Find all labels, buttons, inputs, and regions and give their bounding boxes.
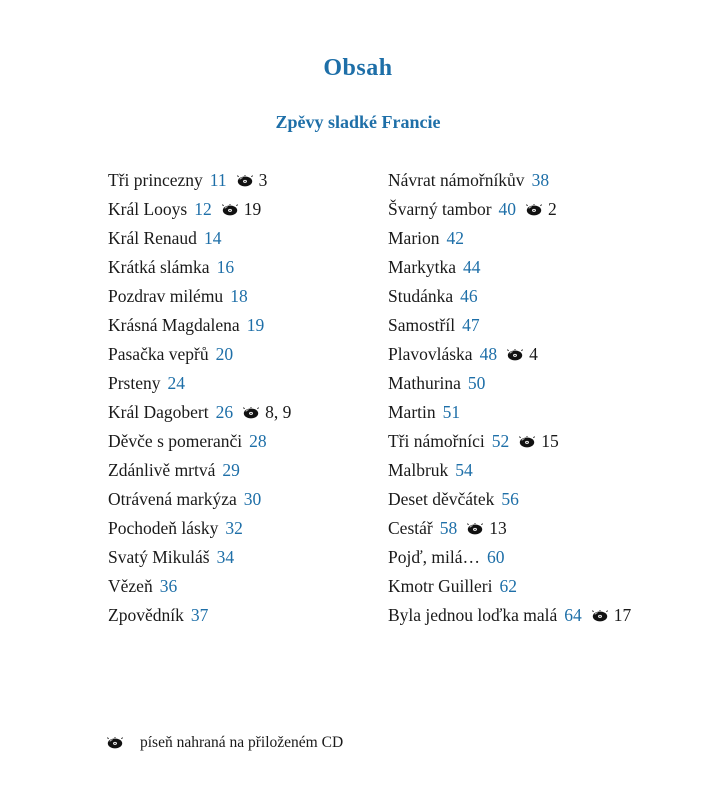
entry-title: Krátká slámka bbox=[108, 257, 210, 277]
section-heading: Zpěvy sladké Francie bbox=[275, 112, 441, 132]
toc-column-right bbox=[388, 166, 676, 630]
toc-entry-left-10 bbox=[108, 456, 388, 485]
cd-icon bbox=[466, 523, 484, 535]
toc-entry-right-4 bbox=[388, 282, 676, 311]
toc-entry-right-5 bbox=[388, 311, 676, 340]
toc-entry-left-3 bbox=[108, 253, 388, 282]
entry-page-number: 34 bbox=[216, 547, 235, 567]
entry-page-number: 44 bbox=[463, 257, 481, 277]
entry-title: Prsteny bbox=[108, 373, 161, 393]
cd-icon bbox=[518, 436, 536, 448]
entry-title: Samostříl bbox=[388, 315, 456, 335]
entry-title: Pozdrav milému bbox=[108, 286, 224, 306]
toc-entry-right-7 bbox=[388, 369, 676, 398]
entry-page-number: 48 bbox=[479, 344, 498, 364]
toc-entry-left-5 bbox=[108, 311, 388, 340]
entry-cd-track: 15 bbox=[541, 431, 559, 451]
toc-entry-right-0 bbox=[388, 166, 676, 195]
entry-page-number: 28 bbox=[249, 431, 267, 451]
entry-title: Otrávená markýza bbox=[108, 489, 237, 509]
entry-page-number: 56 bbox=[501, 489, 519, 509]
entry-page-number: 40 bbox=[498, 199, 517, 219]
toc-entry-right-3 bbox=[388, 253, 676, 282]
cd-icon bbox=[525, 204, 543, 216]
toc-entry-right-11 bbox=[388, 485, 676, 514]
entry-title: Pochodeň lásky bbox=[108, 518, 219, 538]
entry-page-number: 12 bbox=[194, 199, 212, 219]
entry-title: Plavovláska bbox=[388, 344, 473, 364]
entry-title: Pojď, milá… bbox=[388, 547, 481, 567]
toc-entry-left-2 bbox=[108, 224, 388, 253]
toc-entry-left-0 bbox=[108, 166, 388, 195]
entry-page-number: 46 bbox=[460, 286, 478, 306]
toc-entry-right-13 bbox=[388, 543, 676, 572]
entry-page-number: 58 bbox=[439, 518, 458, 538]
entry-page-number: 16 bbox=[216, 257, 235, 277]
entry-page-number: 54 bbox=[455, 460, 473, 480]
entry-title: Král Looys bbox=[108, 199, 188, 219]
cd-icon bbox=[506, 349, 524, 361]
toc-entry-right-12 bbox=[388, 514, 676, 543]
entry-title: Markytka bbox=[388, 257, 457, 277]
page-title: Obsah bbox=[323, 55, 393, 81]
entry-title: Cestář bbox=[388, 518, 433, 538]
toc-entry-right-9 bbox=[388, 427, 676, 456]
toc-entry-left-15 bbox=[108, 601, 388, 630]
entry-page-number: 18 bbox=[230, 286, 248, 306]
cd-legend bbox=[106, 734, 343, 752]
entry-title: Návrat námořníkův bbox=[388, 170, 525, 190]
entry-cd-track: 8, 9 bbox=[265, 402, 292, 422]
entry-title: Tři princezny bbox=[108, 170, 203, 190]
entry-page-number: 26 bbox=[215, 402, 234, 422]
entry-title: Král Dagobert bbox=[108, 402, 209, 422]
entry-page-number: 51 bbox=[442, 402, 461, 422]
entry-title: Tři námořníci bbox=[388, 431, 485, 451]
entry-page-number: 19 bbox=[246, 315, 265, 335]
entry-title: Malbruk bbox=[388, 460, 449, 480]
entry-page-number: 30 bbox=[243, 489, 262, 509]
entry-cd-track: 4 bbox=[529, 344, 538, 364]
toc-column-left bbox=[108, 166, 388, 630]
toc-columns bbox=[0, 166, 716, 630]
entry-title: Svatý Mikuláš bbox=[108, 547, 210, 567]
entry-page-number: 50 bbox=[467, 373, 486, 393]
toc-entry-left-9 bbox=[108, 427, 388, 456]
entry-cd-track: 13 bbox=[489, 518, 507, 538]
entry-title: Marion bbox=[388, 228, 440, 248]
entry-cd-track: 17 bbox=[613, 605, 632, 625]
entry-page-number: 14 bbox=[203, 228, 222, 248]
entry-page-number: 24 bbox=[167, 373, 185, 393]
entry-title: Studánka bbox=[388, 286, 454, 306]
entry-page-number: 47 bbox=[462, 315, 480, 335]
cd-icon bbox=[106, 737, 124, 749]
entry-title: Král Renaud bbox=[108, 228, 197, 248]
entry-page-number: 20 bbox=[215, 344, 234, 364]
entry-cd-track: 19 bbox=[243, 199, 262, 219]
entry-title: Martin bbox=[388, 402, 436, 422]
toc-entry-left-14 bbox=[108, 572, 388, 601]
cd-icon bbox=[236, 175, 254, 187]
toc-entry-right-1 bbox=[388, 195, 676, 224]
cd-icon bbox=[221, 204, 239, 216]
cd-icon bbox=[242, 407, 260, 419]
entry-page-number: 11 bbox=[209, 170, 227, 190]
entry-title: Krásná Magdalena bbox=[108, 315, 240, 335]
entry-title: Švarný tambor bbox=[388, 199, 492, 219]
cd-icon bbox=[591, 610, 609, 622]
entry-page-number: 60 bbox=[487, 547, 505, 567]
entry-title: Kmotr Guilleri bbox=[388, 576, 493, 596]
entry-title: Zdánlivě mrtvá bbox=[108, 460, 216, 480]
entry-page-number: 62 bbox=[499, 576, 517, 596]
entry-title: Mathurina bbox=[388, 373, 461, 393]
entry-title: Děvče s pomeranči bbox=[108, 431, 243, 451]
toc-entry-left-13 bbox=[108, 543, 388, 572]
toc-entry-left-12 bbox=[108, 514, 388, 543]
toc-entry-left-4 bbox=[108, 282, 388, 311]
toc-entry-left-8 bbox=[108, 398, 388, 427]
toc-entry-right-10 bbox=[388, 456, 676, 485]
toc-entry-left-1 bbox=[108, 195, 388, 224]
entry-cd-track: 3 bbox=[258, 170, 268, 190]
entry-page-number: 52 bbox=[491, 431, 510, 451]
toc-entry-left-6 bbox=[108, 340, 388, 369]
entry-page-number: 37 bbox=[190, 605, 209, 625]
toc-entry-right-8 bbox=[388, 398, 676, 427]
toc-entry-left-11 bbox=[108, 485, 388, 514]
entry-page-number: 64 bbox=[564, 605, 582, 625]
entry-cd-track: 2 bbox=[548, 199, 557, 219]
entry-title: Deset děvčátek bbox=[388, 489, 495, 509]
entry-page-number: 42 bbox=[446, 228, 465, 248]
toc-entry-right-6 bbox=[388, 340, 676, 369]
toc-entry-right-15 bbox=[388, 601, 676, 630]
entry-page-number: 38 bbox=[531, 170, 550, 190]
toc-entry-right-14 bbox=[388, 572, 676, 601]
legend-text: píseň nahraná na přiloženém CD bbox=[140, 734, 344, 751]
entry-page-number: 32 bbox=[225, 518, 243, 538]
entry-page-number: 29 bbox=[222, 460, 240, 480]
entry-title: Pasačka vepřů bbox=[108, 344, 209, 364]
entry-page-number: 36 bbox=[159, 576, 178, 596]
entry-title: Vězeň bbox=[108, 576, 153, 596]
toc-entry-left-7 bbox=[108, 369, 388, 398]
entry-title: Byla jednou loďka malá bbox=[388, 605, 558, 625]
entry-title: Zpovědník bbox=[108, 605, 184, 625]
toc-entry-right-2 bbox=[388, 224, 676, 253]
